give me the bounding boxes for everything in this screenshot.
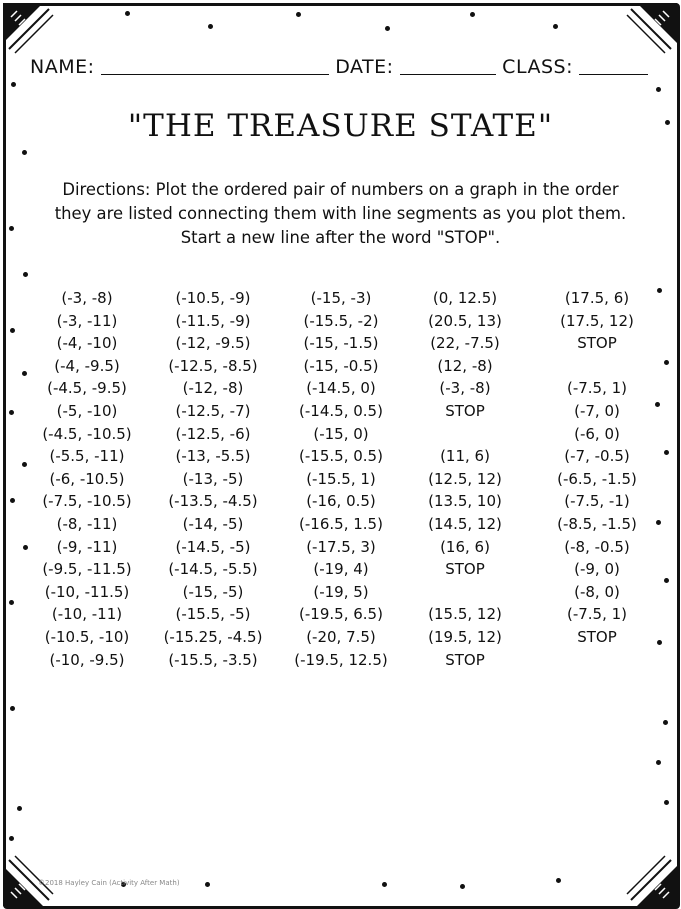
copyright-footer: ©2018 Hayley Cain (Activity After Math) <box>38 879 180 887</box>
coordinate-pair: (-19.5, 12.5) <box>294 650 388 669</box>
coordinate-pair: (-15.5, -5) <box>175 605 251 624</box>
coordinate-pair: (12, -8) <box>437 356 493 375</box>
coordinate-pair: (-15.25, -4.5) <box>163 627 263 646</box>
coordinate-pair: (-7.5, -1) <box>564 492 630 511</box>
coordinate-column-1 <box>22 287 152 671</box>
coordinate-pair: (19.5, 12) <box>428 627 502 646</box>
coordinate-pair: (-12.5, -8.5) <box>168 356 258 375</box>
coordinate-pair: (-8.5, -1.5) <box>557 514 637 533</box>
coordinate-pair <box>400 581 530 604</box>
coordinate-pair: (-15.5, -3.5) <box>168 650 258 669</box>
decor-dot <box>553 24 558 29</box>
coordinate-pair: (-14.5, -5) <box>175 537 251 556</box>
coordinate-pair: (-16.5, 1.5) <box>299 514 383 533</box>
coordinate-pair: (-17.5, 3) <box>306 537 376 556</box>
decor-dot <box>17 806 22 811</box>
coordinate-pair: (-12.5, -7) <box>175 401 251 420</box>
coordinate-pair: (20.5, 13) <box>428 311 502 330</box>
decor-dot <box>664 578 669 583</box>
decor-dot <box>22 150 27 155</box>
coordinate-pair: (-10.5, -10) <box>44 627 130 646</box>
coordinate-pair: (-14.5, 0) <box>306 379 376 398</box>
decor-dot <box>296 12 301 17</box>
coordinate-pair: (-4.5, -10.5) <box>42 424 132 443</box>
coordinate-pair <box>532 355 662 378</box>
coordinate-pair: (11, 6) <box>440 447 490 466</box>
coordinate-pair: (-10, -11) <box>51 605 123 624</box>
decor-dot <box>470 12 475 17</box>
decor-dot <box>382 882 387 887</box>
coordinate-pair: (15.5, 12) <box>428 605 502 624</box>
class-blank[interactable] <box>579 56 648 75</box>
decor-dot <box>23 272 28 277</box>
coordinate-column-5 <box>532 287 662 671</box>
coordinate-pair: (-16, 0.5) <box>306 492 376 511</box>
coordinate-pair: (12.5, 12) <box>428 469 502 488</box>
decor-dot <box>9 226 14 231</box>
coordinate-pair: (-3, -8) <box>61 289 113 307</box>
coordinate-column-3 <box>276 287 406 671</box>
coordinate-pair: (-9, 0) <box>574 560 620 579</box>
decor-dot <box>9 410 14 415</box>
coordinate-pair: (-3, -8) <box>439 379 491 398</box>
coordinate-pair: (-15.5, -2) <box>303 311 379 330</box>
coordinate-pair: (-15, 0) <box>313 424 369 443</box>
coordinate-pair: (-20, 7.5) <box>306 627 376 646</box>
coordinate-pair: (-8, -11) <box>56 514 118 533</box>
coordinate-pair: (-5.5, -11) <box>49 447 125 466</box>
directions-line: Start a new line after the word "STOP". <box>180 228 501 247</box>
stop-marker: STOP <box>445 560 485 579</box>
decor-dot <box>205 882 210 887</box>
coordinate-pair <box>532 649 662 672</box>
coordinate-pair: (-13.5, -4.5) <box>168 492 258 511</box>
coordinate-pair: (-15.5, 0.5) <box>299 447 383 466</box>
directions <box>24 178 657 250</box>
corner-ornament-top-right <box>625 3 677 55</box>
name-label: NAME: <box>30 56 95 78</box>
stop-marker: STOP <box>577 627 617 646</box>
coordinate-pair: (16, 6) <box>440 537 490 556</box>
decor-dot <box>460 884 465 889</box>
decor-dot <box>664 360 669 365</box>
coordinate-pair: (-12.5, -6) <box>175 424 251 443</box>
decor-dot <box>10 706 15 711</box>
coordinate-pair: (-15, -0.5) <box>303 356 379 375</box>
coordinate-pair: (-12, -8) <box>182 379 244 398</box>
coordinate-pair <box>400 423 530 446</box>
date-blank[interactable] <box>400 56 497 75</box>
coordinate-column-2 <box>148 287 278 671</box>
coordinate-pair: (-13, -5.5) <box>175 447 251 466</box>
coordinate-pair: (-7.5, 1) <box>566 605 628 624</box>
coordinate-pair: (-4, -10) <box>56 334 118 353</box>
coordinate-pair: (-4.5, -9.5) <box>47 379 127 398</box>
decor-dot <box>208 24 213 29</box>
coordinate-pair: (17.5, 12) <box>560 311 634 330</box>
coordinate-pair: (-10, -11.5) <box>44 582 130 601</box>
decor-dot <box>125 11 130 16</box>
coordinate-pair: (-6, -10.5) <box>49 469 125 488</box>
name-blank[interactable] <box>101 56 330 75</box>
stop-marker: STOP <box>577 334 617 353</box>
corner-ornament-bottom-right <box>625 854 677 906</box>
coordinate-pair: (-7.5, 1) <box>566 379 628 398</box>
coordinate-pair: (-8, 0) <box>574 582 620 601</box>
coordinate-pair: (-14.5, -5.5) <box>168 560 258 579</box>
coordinate-pair: (-7, 0) <box>574 401 620 420</box>
coordinate-pair: (-15, -1.5) <box>303 334 379 353</box>
decor-dot <box>11 82 16 87</box>
stop-marker: STOP <box>445 401 485 420</box>
coordinate-pair: (13.5, 10) <box>428 492 502 511</box>
coordinate-pair: (-13, -5) <box>182 469 244 488</box>
coordinate-pair: (-10.5, -9) <box>175 289 251 307</box>
coordinate-pair: (-15, -5) <box>182 582 244 601</box>
coordinate-pair: (-7, -0.5) <box>564 447 630 466</box>
decor-dot <box>656 87 661 92</box>
coordinate-pair: (-9.5, -11.5) <box>42 560 132 579</box>
coordinate-pair: (-10, -9.5) <box>49 650 125 669</box>
coordinate-pair: (17.5, 6) <box>564 289 630 307</box>
coordinate-pair: (-8, -0.5) <box>564 537 630 556</box>
coordinate-pair: (-12, -9.5) <box>175 334 251 353</box>
coordinate-pair: (-5, -10) <box>56 401 118 420</box>
coordinate-pair: (-6.5, -1.5) <box>557 469 637 488</box>
coordinate-pair: (22, -7.5) <box>430 334 500 353</box>
coordinate-pair: (-3, -11) <box>56 311 118 330</box>
decor-dot <box>385 26 390 31</box>
corner-ornament-top-left <box>3 3 55 55</box>
decor-dot <box>10 328 15 333</box>
coordinate-pair: (-19.5, 6.5) <box>299 605 383 624</box>
directions-line: they are listed connecting them with line segments as you plot them. <box>54 204 627 223</box>
stop-marker: STOP <box>445 650 485 669</box>
coordinate-pair: (-15.5, 1) <box>306 469 376 488</box>
directions-line: Directions: Plot the ordered pair of numbers on a graph in the order <box>62 180 619 199</box>
coordinate-pair: (-14, -5) <box>182 514 244 533</box>
coordinate-pair: (-19, 4) <box>313 560 369 579</box>
coordinate-pair: (-19, 5) <box>313 582 369 601</box>
coordinate-pair: (-6, 0) <box>574 424 620 443</box>
coordinate-pair: (-4, -9.5) <box>54 356 120 375</box>
decor-dot <box>656 760 661 765</box>
decor-dot <box>556 878 561 883</box>
header-fields <box>30 52 654 78</box>
decor-dot <box>663 720 668 725</box>
worksheet-title: "THE TREASURE STATE" <box>127 108 554 144</box>
coordinate-pair: (-7.5, -10.5) <box>42 492 132 511</box>
coordinate-pair: (14.5, 12) <box>428 514 502 533</box>
decor-dot <box>9 836 14 841</box>
decor-dot <box>664 450 669 455</box>
decor-dot <box>664 800 669 805</box>
class-label: CLASS: <box>502 56 573 78</box>
date-label: DATE: <box>335 56 394 78</box>
decor-dot <box>9 600 14 605</box>
coordinate-pair: (-14.5, 0.5) <box>299 401 383 420</box>
coordinate-pair: (-9, -11) <box>56 537 118 556</box>
coordinate-column-4 <box>400 287 530 671</box>
coordinate-pair: (-11.5, -9) <box>175 311 251 330</box>
coordinate-pair: (-15, -3) <box>310 289 372 307</box>
decor-dot <box>10 498 15 503</box>
coordinate-pair: (0, 12.5) <box>432 289 498 307</box>
